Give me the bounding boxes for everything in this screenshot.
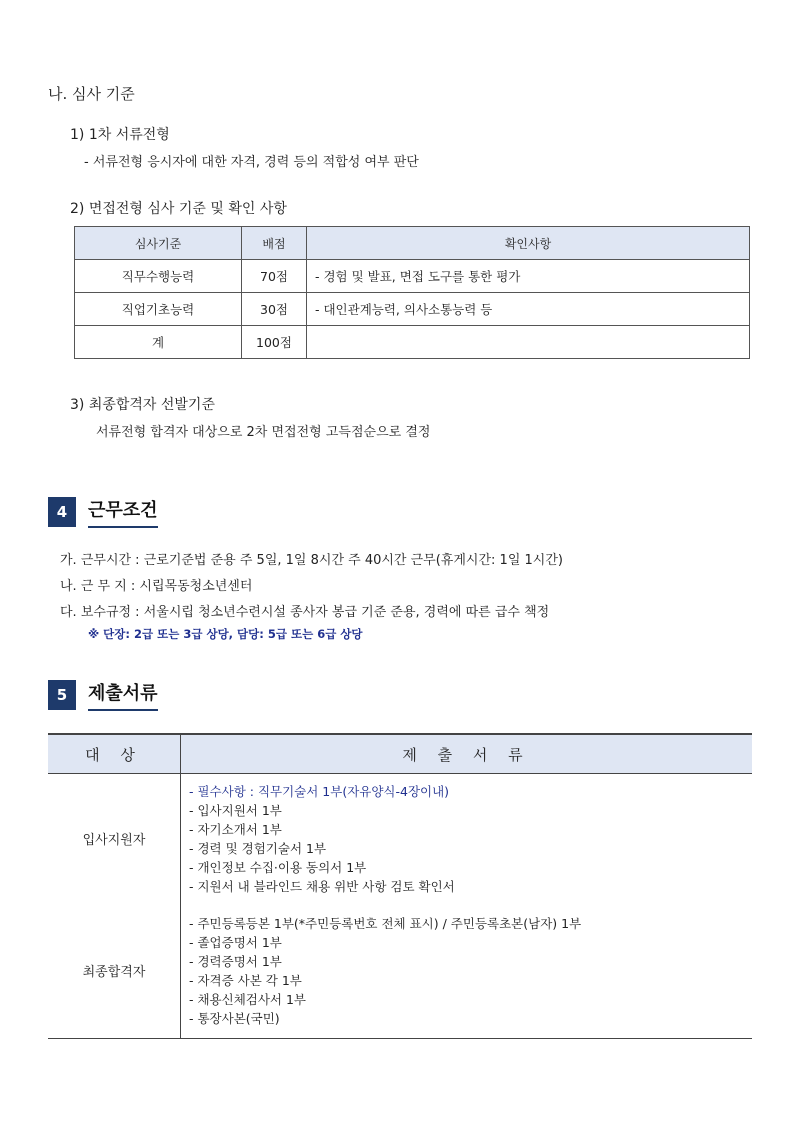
list-item: - 주민등록등본 1부(*주민등록번호 전체 표시) / 주민등록초본(남자) 1부 [189, 916, 582, 931]
section4-item: 가. 근무시간 : 근로기준법 준용 주 5일, 1일 8시간 주 40시간 근무(휴게시간: 1일 1시간) [60, 553, 563, 568]
list-item: - 경력증명서 1부 [189, 954, 282, 969]
finalist-label: 최종합격자 [48, 902, 181, 1039]
list-item: - 채용신체검사서 1부 [189, 992, 307, 1007]
sub1-text: - 서류전형 응시자에 대한 자격, 경력 등의 적합성 여부 판단 [84, 155, 419, 170]
section5-header [48, 679, 158, 711]
table-cell: 직업기초능력 [75, 293, 242, 326]
section4-header [48, 496, 158, 528]
section4-title: 근무조건 [88, 496, 158, 528]
evaluation-table [74, 226, 750, 359]
table-header: 제 출 서 류 [181, 734, 753, 774]
list-item: - 개인정보 수집·이용 동의서 1부 [189, 860, 367, 875]
table-cell: - 경험 및 발표, 면접 도구를 통한 평가 [307, 260, 750, 293]
table-cell: - 대인관계능력, 의사소통능력 등 [307, 293, 750, 326]
table-row [75, 293, 750, 326]
table-cell [307, 326, 750, 359]
sub3-text: 서류전형 합격자 대상으로 2차 면접전형 고득점순으로 결정 [96, 425, 431, 440]
table-header-row [75, 227, 750, 260]
sub1-title: 1) 1차 서류전형 [70, 127, 170, 143]
section4-number: 4 [48, 497, 76, 527]
list-item: - 지원서 내 블라인드 채용 위반 사항 검토 확인서 [189, 879, 455, 894]
list-item: - 입사지원서 1부 [189, 803, 282, 818]
table-cell: 계 [75, 326, 242, 359]
section-na-heading: 나. 심사 기준 [48, 85, 135, 103]
list-item: - 통장사본(국민) [189, 1011, 280, 1026]
table-row [48, 902, 752, 1039]
table-header-row [48, 734, 752, 774]
table-header: 확인사항 [307, 227, 750, 260]
sub3-title: 3) 최종합격자 선발기준 [70, 397, 215, 413]
table-cell: 100점 [242, 326, 307, 359]
required-item: - 필수사항 : 직무기술서 1부(자유양식-4장이내) [189, 784, 450, 799]
finalist-documents [181, 902, 753, 1039]
list-item: - 졸업증명서 1부 [189, 935, 282, 950]
table-row [48, 774, 752, 903]
section4-item: 나. 근 무 지 : 시립목동청소년센터 [60, 579, 253, 594]
table-header: 대 상 [48, 734, 181, 774]
section5-number: 5 [48, 680, 76, 710]
list-item: - 경력 및 경험기술서 1부 [189, 841, 327, 856]
table-row [75, 326, 750, 359]
applicant-documents [181, 774, 753, 903]
table-cell: 직무수행능력 [75, 260, 242, 293]
list-item: - 자기소개서 1부 [189, 822, 282, 837]
table-row [75, 260, 750, 293]
sub2-title: 2) 면접전형 심사 기준 및 확인 사항 [70, 201, 287, 217]
documents-table [48, 733, 752, 1039]
table-cell: 70점 [242, 260, 307, 293]
table-header: 배점 [242, 227, 307, 260]
salary-note: ※ 단장: 2급 또는 3급 상당, 담당: 5급 또는 6급 상당 [88, 627, 363, 641]
section4-item: 다. 보수규정 : 서울시립 청소년수련시설 종사자 봉급 기준 준용, 경력에 따른 급수 책정 [60, 605, 550, 620]
section5-title: 제출서류 [88, 679, 158, 711]
table-cell: 30점 [242, 293, 307, 326]
list-item: - 자격증 사본 각 1부 [189, 973, 302, 988]
applicant-label: 입사지원자 [48, 774, 181, 903]
table-header: 심사기준 [75, 227, 242, 260]
